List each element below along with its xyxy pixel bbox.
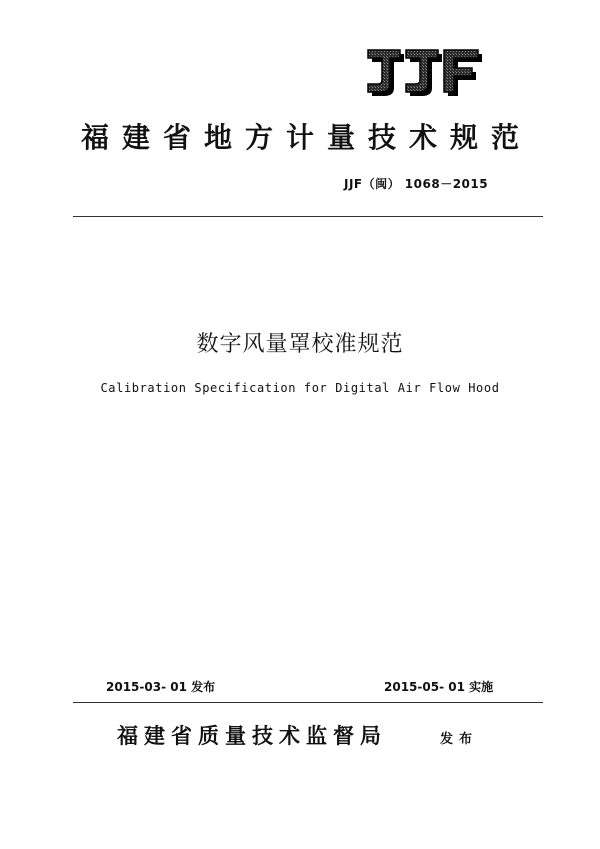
issue-date: 2015-03- 01 发布 [106,680,216,694]
jjf-logo [366,48,482,98]
document-title: 数字风量罩校准规范 [196,332,404,357]
publisher-name: 福建省质量技术监督局 [117,724,387,748]
issued-label: 发布 [440,732,479,747]
implementation-date: 2015-05- 01 实施 [384,680,494,694]
standard-number: JJF（闽） 1068－2015 [344,177,489,191]
top-divider [73,216,543,217]
document-subtitle-english: Calibration Specification for Digital Air Flow Hood [100,381,500,395]
org-title: 福建省地方计量技术规范 [80,121,532,154]
bottom-divider [73,702,543,703]
